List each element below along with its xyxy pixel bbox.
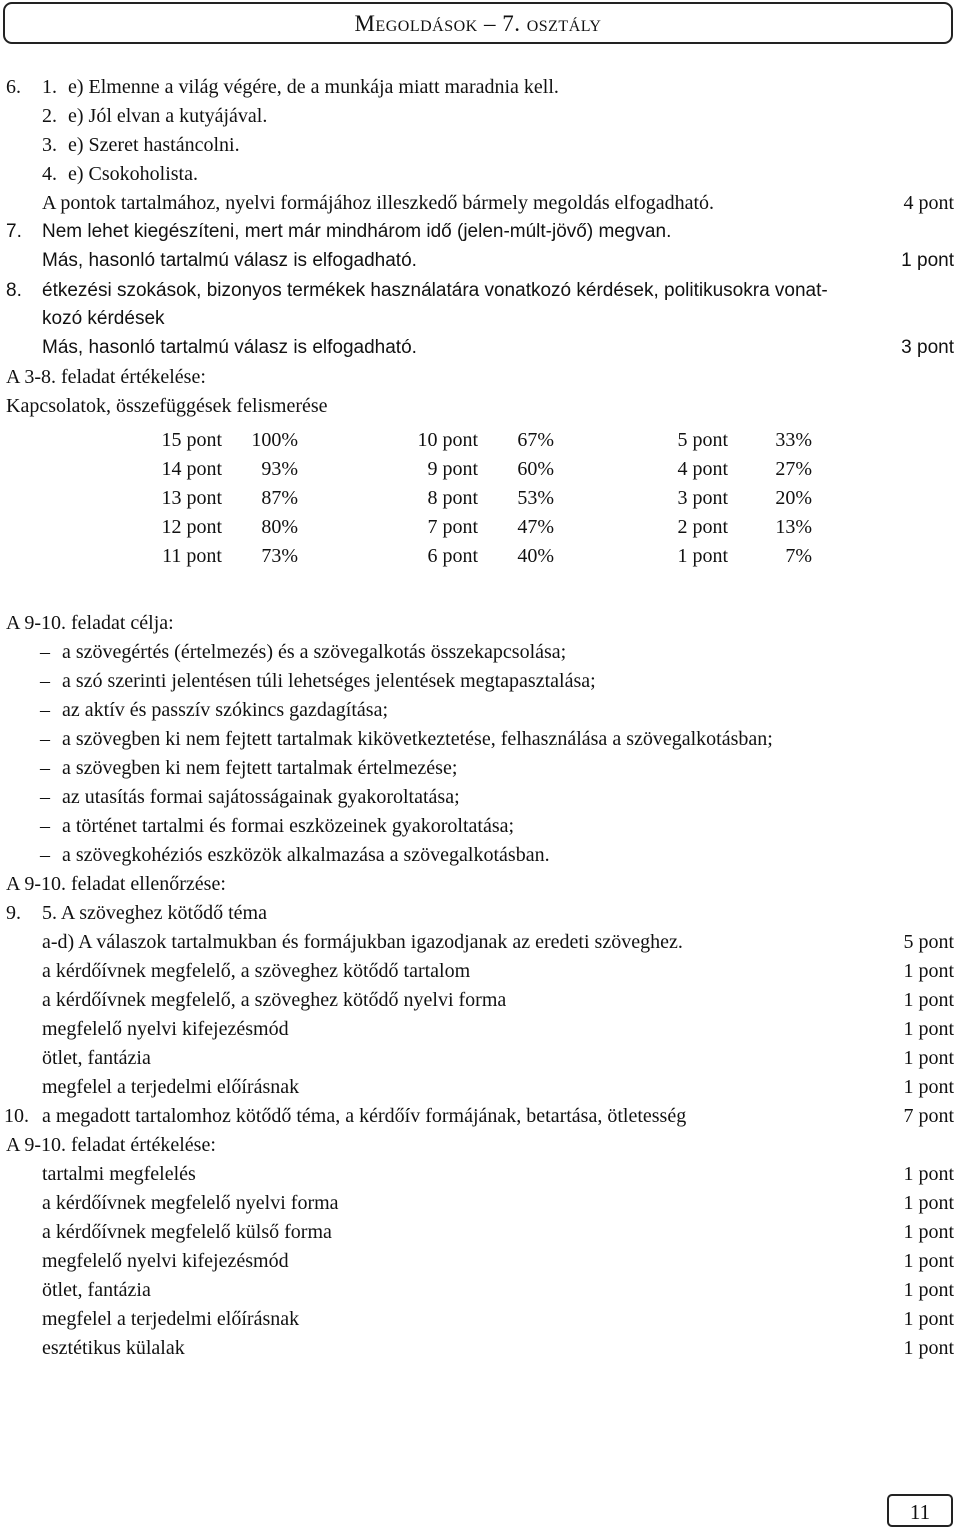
table-cell-points: 3 pont: [677, 487, 728, 509]
table-cell-points: 2 pont: [677, 516, 728, 538]
criterion-points: 5 pont: [903, 931, 954, 953]
task-8-text-cont: kozó kérdések: [42, 308, 165, 329]
task-8-text: étkezési szokások, bizonyos termékek használatára vonatkozó kérdések, politikusokra vonat-: [42, 280, 828, 301]
item-number: 2.: [42, 105, 57, 127]
criterion-text: a kérdőívnek megfelelő, a szöveghez kötődő nyelvi forma: [42, 989, 507, 1011]
dash-bullet: –: [40, 641, 50, 663]
criterion-points: 1 pont: [903, 1279, 954, 1301]
page-title: Megoldások – 7. osztály: [354, 11, 602, 36]
task-6-note: A pontok tartalmához, nyelvi formájához illeszkedő bármely megoldás elfogadható.: [42, 192, 715, 214]
criterion-text: ötlet, fantázia: [42, 1047, 151, 1069]
page-number: 11: [909, 1500, 931, 1524]
table-cell-points: 14 pont: [161, 458, 222, 480]
criterion-text: a kérdőívnek megfelelő, a szöveghez kötődő tartalom: [42, 960, 471, 982]
task-7-text: Nem lehet kiegészíteni, mert már mindhárom idő (jelen-múlt-jövő) megvan.: [42, 221, 672, 242]
task-number: 9.: [6, 902, 21, 924]
task-7-note: Más, hasonló tartalmú válasz is elfogadható.: [42, 250, 417, 271]
goal-text: az utasítás formai sajátosságainak gyakoroltatása;: [62, 786, 460, 808]
criterion-points: 1 pont: [903, 1076, 954, 1098]
criterion-points: 1 pont: [903, 1163, 954, 1185]
criterion-text: ötlet, fantázia: [42, 1279, 151, 1301]
table-cell-points: 7 pont: [427, 516, 478, 538]
goal-text: a szövegben ki nem fejtett tartalmak értelmezése;: [62, 757, 458, 779]
table-cell-percent: 73%: [261, 545, 298, 567]
table-cell-percent: 7%: [785, 545, 812, 567]
task-6-points: 4 pont: [903, 192, 954, 214]
table-cell-points: 10 pont: [417, 429, 478, 451]
table-cell-points: 8 pont: [427, 487, 478, 509]
table-cell-points: 6 pont: [427, 545, 478, 567]
section-title: A 9-10. feladat ellenőrzése:: [6, 873, 226, 895]
section-subtitle: Kapcsolatok, összefüggések felismerése: [6, 395, 328, 417]
task-10-points: 7 pont: [903, 1105, 954, 1127]
task-number: 8.: [6, 280, 22, 301]
criterion-text: esztétikus külalak: [42, 1337, 185, 1359]
dash-bullet: –: [40, 786, 50, 808]
criterion-text: tartalmi megfelelés: [42, 1163, 196, 1185]
criterion-text: megfelel a terjedelmi előírásnak: [42, 1308, 300, 1330]
table-cell-percent: 93%: [261, 458, 298, 480]
table-cell-percent: 20%: [775, 487, 812, 509]
table-cell-points: 12 pont: [161, 516, 222, 538]
table-cell-percent: 33%: [775, 429, 812, 451]
criterion-text: a-d) A válaszok tartalmukban és formájukban igazodjanak az eredeti szöveghez.: [42, 931, 683, 953]
task-10-text: a megadott tartalomhoz kötődő téma, a kérdőív formájának, betartása, ötletesség: [42, 1105, 687, 1127]
task-number: 7.: [6, 221, 22, 242]
goal-text: a szövegben ki nem fejtett tartalmak kikövetkeztetése, felhasználása a szövegalkotásban;: [62, 728, 773, 750]
item-number: 4.: [42, 163, 57, 185]
task-8-points: 3 pont: [901, 337, 954, 358]
criterion-points: 1 pont: [903, 1192, 954, 1214]
table-cell-points: 15 pont: [161, 429, 222, 451]
criterion-points: 1 pont: [903, 960, 954, 982]
task-9-heading: 5. A szöveghez kötődő téma: [42, 902, 267, 924]
goal-text: az aktív és passzív szókincs gazdagítása;: [62, 699, 388, 721]
table-cell-percent: 60%: [517, 458, 554, 480]
item-text: e) Jól elvan a kutyájával.: [68, 105, 268, 127]
table-cell-points: 4 pont: [677, 458, 728, 480]
table-cell-percent: 40%: [517, 545, 554, 567]
item-text: e) Elmenne a világ végére, de a munkája miatt maradnia kell.: [68, 76, 559, 98]
page-header: [3, 2, 953, 44]
task-8-note: Más, hasonló tartalmú válasz is elfogadható.: [42, 337, 417, 358]
item-text: e) Csokoholista.: [68, 163, 198, 185]
item-number: 3.: [42, 134, 57, 156]
goal-text: a szövegértés (értelmezés) és a szövegalkotás összekapcsolása;: [62, 641, 567, 663]
table-cell-percent: 87%: [261, 487, 298, 509]
criterion-points: 1 pont: [903, 1047, 954, 1069]
page-number-box: [887, 1494, 953, 1527]
table-cell-percent: 80%: [261, 516, 298, 538]
item-text: e) Szeret hastáncolni.: [68, 134, 240, 156]
table-cell-points: 11 pont: [162, 545, 222, 567]
dash-bullet: –: [40, 757, 50, 779]
criterion-points: 1 pont: [903, 1018, 954, 1040]
dash-bullet: –: [40, 815, 50, 837]
table-cell-percent: 100%: [251, 429, 298, 451]
table-cell-percent: 67%: [517, 429, 554, 451]
section-title: A 9-10. feladat célja:: [6, 612, 174, 634]
task-number: 6.: [6, 76, 21, 98]
criterion-points: 1 pont: [903, 1337, 954, 1359]
criterion-text: megfelelő nyelvi kifejezésmód: [42, 1250, 289, 1272]
section-title: A 3-8. feladat értékelése:: [6, 366, 206, 388]
criterion-text: a kérdőívnek megfelelő külső forma: [42, 1221, 332, 1243]
criterion-text: megfelelő nyelvi kifejezésmód: [42, 1018, 289, 1040]
dash-bullet: –: [40, 699, 50, 721]
criterion-points: 1 pont: [903, 989, 954, 1011]
table-cell-percent: 13%: [775, 516, 812, 538]
section-title: A 9-10. feladat értékelése:: [6, 1134, 216, 1156]
task-7-points: 1 pont: [901, 250, 954, 271]
table-cell-percent: 47%: [517, 516, 554, 538]
criterion-text: megfelel a terjedelmi előírásnak: [42, 1076, 300, 1098]
goal-text: a történet tartalmi és formai eszközeinek gyakoroltatása;: [62, 815, 515, 837]
goal-text: a szó szerinti jelentésen túli lehetséges jelentések megtapasztalása;: [62, 670, 596, 692]
criterion-points: 1 pont: [903, 1250, 954, 1272]
dash-bullet: –: [40, 670, 50, 692]
dash-bullet: –: [40, 844, 50, 866]
table-cell-points: 1 pont: [677, 545, 728, 567]
criterion-points: 1 pont: [903, 1308, 954, 1330]
table-cell-points: 9 pont: [427, 458, 478, 480]
table-cell-points: 5 pont: [677, 429, 728, 451]
table-cell-percent: 53%: [517, 487, 554, 509]
criterion-points: 1 pont: [903, 1221, 954, 1243]
dash-bullet: –: [40, 728, 50, 750]
table-cell-points: 13 pont: [161, 487, 222, 509]
item-number: 1.: [42, 76, 57, 98]
task-number: 10.: [4, 1105, 29, 1127]
table-cell-percent: 27%: [775, 458, 812, 480]
goal-text: a szövegkohéziós eszközök alkalmazása a szövegalkotásban.: [62, 844, 550, 866]
criterion-text: a kérdőívnek megfelelő nyelvi forma: [42, 1192, 339, 1214]
